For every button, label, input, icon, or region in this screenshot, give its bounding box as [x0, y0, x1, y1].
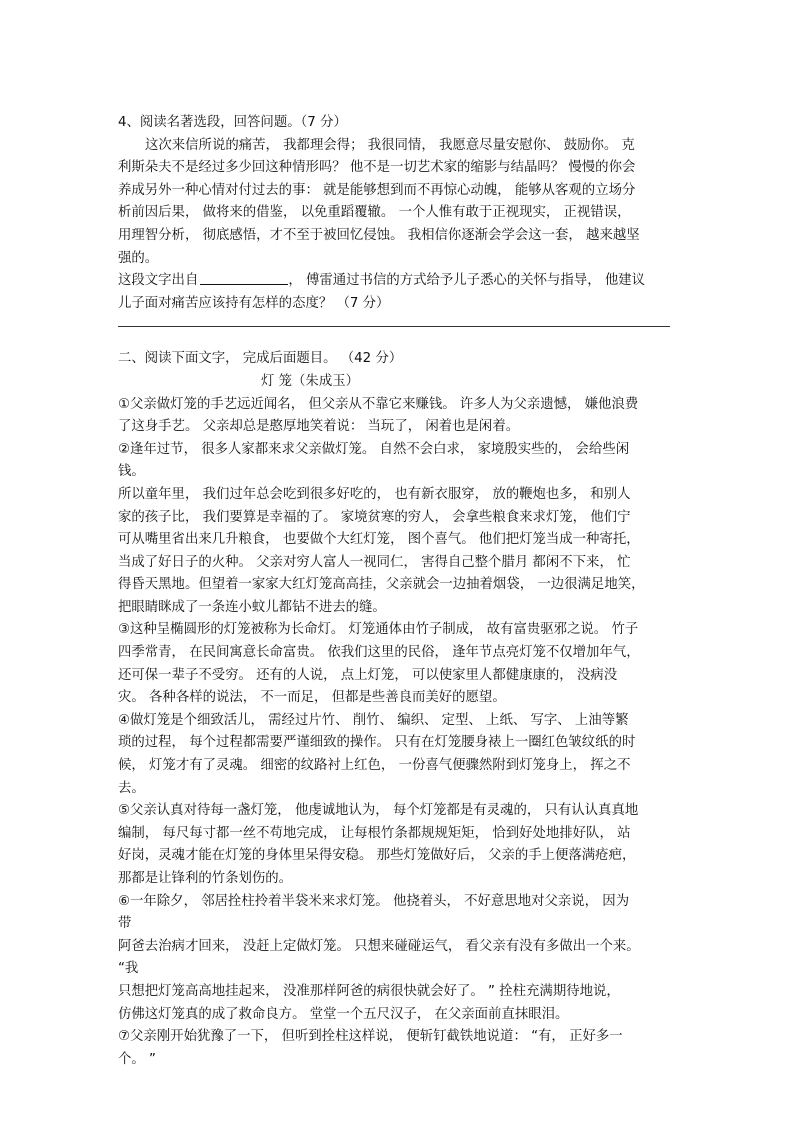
answer-blank[interactable] [200, 270, 288, 285]
q4-passage-line: 这次来信所说的痛苦， 我都理会得； 我很同情， 我愿意尽量安慰你、 鼓励你。 克 [145, 137, 635, 153]
passage-line: ④做灯笼是个细致活儿， 需经过片竹、 削竹、 编织、 定型、 上纸、 写字、 上油等繁 [118, 712, 629, 728]
passage-line: 琐的过程， 每个过程都需要严谨细致的操作。 只有在灯笼腰身裱上一圈红色皱纹纸的时 [118, 735, 636, 751]
passage-line: ⑥一年除夕， 邻居拴柱拎着半袋米来求灯笼。 他挠着头， 不好意思地对父亲说， 因为 [118, 893, 630, 909]
document-page [118, 112, 674, 1071]
passage-line: 那都是让锋利的竹条划伤的。 [118, 871, 293, 886]
passage-line: 当成了好日子的火种。 父亲对穷人富人一视同仁， 害得自己整个腊月 都闲不下来， 忙 [118, 554, 631, 570]
q4-passage-line: 利斯朵夫不是经过多少回这种情形吗？ 他不是一切艺术家的缩影与结晶吗？ 慢慢的你会 [118, 160, 636, 176]
passage-line: 去。 [118, 780, 145, 796]
q4-passage-line: 养成另外一种心情对付过去的事： 就是能够想到而不再惊心动魄， 能够从客观的立场分 [118, 182, 636, 198]
passage-line: 家的孩子比， 我们要算是幸福的了。 家境贫寒的穷人， 会拿些粮食来求灯笼， 他们宁 [118, 509, 631, 525]
passage-line: ②逢年过节， 很多人家都来求父亲做灯笼。 自然不会白求， 家境殷实些的， 会给些闲 [118, 441, 630, 457]
q4-question-line-2: 儿子面对痛苦应该持有怎样的态度？ （7 分） [118, 295, 390, 311]
q4-question-suffix: ， 傅雷通过书信的方式给予儿子悉心的关怀与指导， 他建议 [288, 273, 646, 289]
q4-passage-line: 用理智分析， 彻底感悟，才不至于被回忆侵蚀。 我相信你逐渐会学会这一套， 越来越坚 [118, 227, 640, 243]
passage-line: 阿爸去治病才回来， 没赶上定做灯笼。 只想来碰碰运气， 看父亲有没有多做出一个来。 [118, 938, 640, 954]
passage-line: 灾。 各种各样的说法， 不一而足， 但都是些善良而美好的愿望。 [118, 690, 506, 706]
passage-line: “我 [118, 961, 139, 977]
section2-heading: 二、阅读下面文字， 完成后面题目。 （42 分） [118, 351, 403, 367]
passage-line: ①父亲做灯笼的手艺远近闻名， 但父亲从不靠它来赚钱。 许多人为父亲遗憾， 嫌他浪费 [118, 396, 639, 412]
q4-question-prefix: 这段文字出自 [118, 273, 199, 289]
q4-question-line [118, 270, 674, 293]
passage-line: 四季常青， 在民间寓意长命富贵。 依我们这里的民俗， 逢年节点亮灯笼不仅增加年气， [118, 645, 640, 661]
passage-line: 所以童年里， 我们过年总会吃到很多好吃的， 也有新衣服穿， 放的鞭炮也多， 和别人 [118, 486, 631, 502]
passage-line: ⑦父亲刚开始犹豫了一下， 但听到拴柱这样说， 便斩钉截铁地说道： “有， 正好多一 [118, 1029, 623, 1045]
passage-line: 编制， 每尺每寸都一丝不苟地完成， 让每根竹条都规规矩矩， 恰到好处地排好队， 站 [118, 825, 631, 841]
passage-line: 仿佛这灯笼真的成了救命良方。 堂堂一个五尺汉子， 在父亲面前直抹眼泪。 [118, 1006, 569, 1022]
passage-line: 好岗，灵魂才能在灯笼的身体里呆得安稳。 那些灯笼做好后， 父亲的手上便落满疮疤， [118, 848, 636, 864]
passage-line: ③这种呈椭圆形的灯笼被称为长命灯。 灯笼通体由竹子制成， 故有富贵驱邪之说。 竹子 [118, 622, 639, 638]
passage-line: 带 [118, 916, 132, 932]
passage-line: 把眼睛眯成了一条连小蚊儿都钻不进去的缝。 [118, 599, 386, 615]
q4-heading: 4、阅读名著选段，回答问题。（7 分） [118, 115, 347, 130]
passage-line: 候， 灯笼才有了灵魂。 细密的纹路衬上红色， 一份喜气便骤然附到灯笼身上， 挥之不 [118, 758, 631, 774]
q4-passage-line: 强的。 [118, 250, 159, 266]
passage-title: 灯 笼（朱成玉） [261, 373, 359, 389]
passage-line: 可从嘴里省出来几升粮食， 也要做个大红灯笼， 图个喜气。 他们把灯笼当成一种寄托， [118, 532, 640, 548]
passage-line: 得昏天黑地。但望着一家家大红灯笼高高挂，父亲就会一边抽着烟袋， 一边很满足地笑， [118, 577, 645, 593]
passage-line: 钱。 [118, 464, 145, 480]
passage-line: 还可保一辈子不受穷。 还有的人说， 点上灯笼， 可以使家里人都健康康的， 没病没 [118, 667, 618, 683]
passage-line: 了这身手艺。 父亲却总是憨厚地笑着说： 当玩了， 闲着也是闲着。 [118, 419, 520, 435]
passage-line: 个。 ” [118, 1051, 156, 1067]
passage-line: 只想把灯笼高高地挂起来， 没准那样阿爸的病很快就会好了。 ” 拴柱充满期待地说， [118, 983, 620, 999]
passage-body [118, 394, 674, 1072]
passage-line: ⑤父亲认真对待每一盏灯笼， 他虔诚地认为， 每个灯笼都是有灵魂的， 只有认认真真地 [118, 803, 639, 819]
q4-passage-line: 析前因后果， 做将来的借鉴， 以免重蹈覆辙。 一个人惟有敢于正视现实， 正视错误， [118, 205, 631, 221]
